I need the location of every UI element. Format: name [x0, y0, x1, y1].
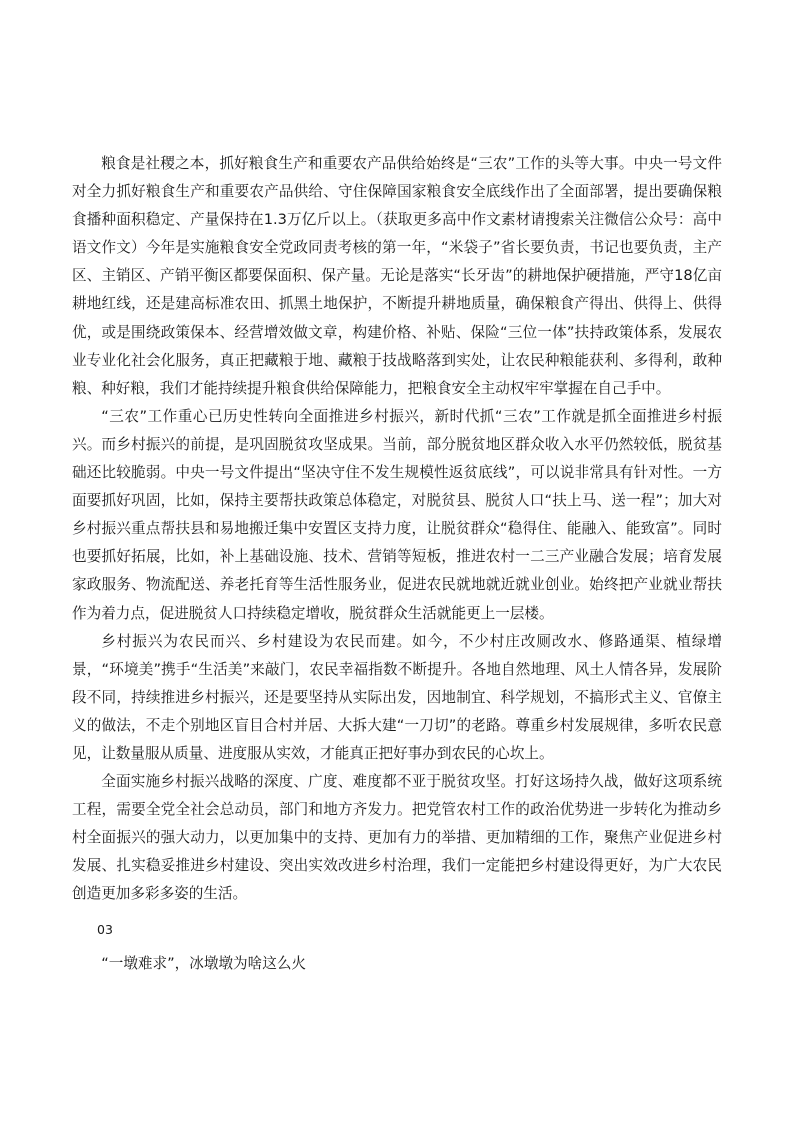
paragraph-grain-security: 粮食是社稷之本，抓好粮食生产和重要农产品供给始终是“三农”工作的头等大事。中央一号文件对全力抓好粮食生产和重要农产品供给、守住保障国家粮食安全底线作出了全面部署，提出要确保粮食播种面积稳定、产量保持在1.3万亿斤以上。（获取更多高中作文素材请搜索关注微信公众号：高中语文作文）今年是实施粮食安全党政同责考核的第一年，“米袋子”省长要负责，书记也要负责，主产区、主销区、产销平衡区都要保面积、保产量。无论是落实“长牙齿”的耕地保护硬措施，严守18亿亩耕地红线，还是建高标准农田、抓黑土地保护，不断提升耕地质量，确保粮食产得出、供得上、供得优，或是围绕政策保本、经营增效做文章，构建价格、补贴、保险“三位一体”扶持政策体系，发展农业专业化社会化服务，真正把藏粮于地、藏粮于技战略落到实处，让农民种粮能获利、多得利，敢种粮、种好粮，我们才能持续提升粮食供给保障能力，把粮食安全主动权牢牢掌握在自己手中。: [72, 155, 722, 397]
paragraph-rural-construction: 乡村振兴为农民而兴、乡村建设为农民而建。如今，不少村庄改厕改水、修路通渠、植绿增景，“环境美”携手“生活美”来敲门，农民幸福指数不断提升。各地自然地理、风土人情各异，发展阶段不同，持续推进乡村振兴，还是要坚持从实际出发，因地制宜、科学规划，不搞形式主义、官僚主义的做法，不走个别地区盲目合村并居、大拆大建“一刀切”的老路。尊重乡村发展规律，多听农民意见，让数量服从质量、进度服从实效，才能真正把好事办到农民的心坎上。: [72, 632, 722, 762]
section-title: “一墩难求”，冰墩墩为啥这么火: [101, 954, 307, 972]
paragraph-rural-revitalization: 全面实施乡村振兴战略的深度、广度、难度都不亚于脱贫攻坚。打好这场持久战，做好这项系统工程，需要全党全社会总动员，部门和地方齐发力。把党管农村工作的政治优势进一步转化为推动乡村全面振兴的强大动力，以更加集中的支持、更加有力的举措、更加精细的工作，聚焦产业促进乡村发展、扎实稳妥推进乡村建设、突出实效改进乡村治理，我们一定能把乡村建设得更好，为广大农民创造更加多彩多姿的生活。: [72, 773, 722, 903]
section-number: 03: [97, 921, 113, 937]
article-body: [72, 150, 722, 978]
paragraph-poverty-consolidation: “三农”工作重心已历史性转向全面推进乡村振兴，新时代抓“三农”工作就是抓全面推进乡村振兴。而乡村振兴的前提，是巩固脱贫攻坚成果。当前，部分脱贫地区群众收入水平仍然较低，脱贫基础还比较脆弱。中央一号文件提出“坚决守住不发生规模性返贫底线”，可以说非常具有针对性。一方面要抓好巩固，比如，保持主要帮扶政策总体稳定，对脱贫县、脱贫人口“扶上马、送一程”；加大对乡村振兴重点帮扶县和易地搬迁集中安置区支持力度，让脱贫群众“稳得住、能融入、能致富”。同时也要抓好拓展，比如，补上基础设施、技术、营销等短板，推进农村一二三产业融合发展；培育发展家政服务、物流配送、养老托育等生活性服务业，促进农民就地就近就业创业。始终把产业就业帮扶作为着力点，促进脱贫人口持续稳定增收，脱贫群众生活就能更上一层楼。: [72, 407, 722, 622]
